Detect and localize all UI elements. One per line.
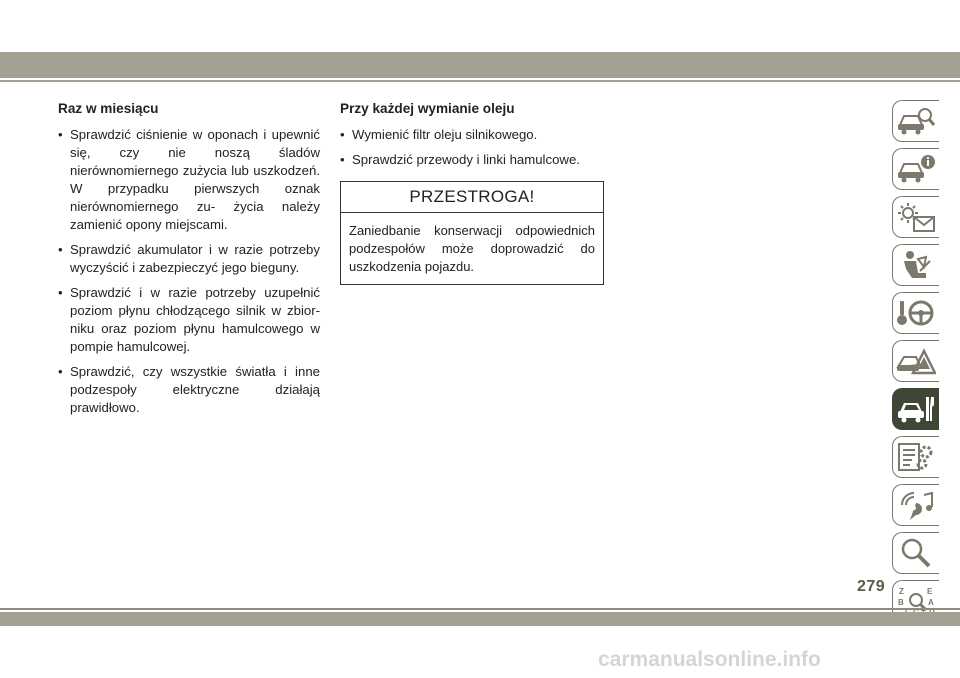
caution-text: Zaniedbanie konserwacji odpowiednich podzespołów może doprowadzić do uszkodzenia pojazdu. bbox=[349, 223, 595, 274]
index-letter: E bbox=[927, 587, 933, 596]
tab-starting-driving[interactable] bbox=[892, 292, 939, 334]
left-column bbox=[58, 100, 320, 424]
magnifier-icon bbox=[896, 537, 936, 569]
music-navigation-icon bbox=[896, 489, 936, 521]
page-number: 279 bbox=[857, 578, 886, 595]
section-heading-monthly: Raz w miesiącu bbox=[58, 101, 159, 116]
top-band bbox=[0, 52, 960, 78]
tab-car-info[interactable] bbox=[892, 148, 939, 190]
tab-car-search[interactable] bbox=[892, 100, 939, 142]
car-info-icon bbox=[896, 153, 936, 185]
key-steering-wheel-icon bbox=[896, 297, 936, 329]
tab-search[interactable] bbox=[892, 532, 939, 574]
tab-airbag-seat[interactable] bbox=[892, 244, 939, 286]
list-item: • Wymienić filtr oleju silnikowego. bbox=[340, 126, 605, 144]
list-item: • Sprawdzić i w razie potrzeby uzupełnić poziom płynu chłodzącego silnik w zbior- niku oraz poziom płynu hamulcowego w pompie hamulcowej. bbox=[58, 284, 320, 356]
caution-title: PRZESTROGA! bbox=[341, 182, 603, 213]
index-letter: B bbox=[898, 598, 904, 607]
car-search-icon bbox=[896, 105, 936, 137]
warning-light-message-icon bbox=[896, 201, 936, 233]
caution-box bbox=[340, 181, 604, 285]
specs-gear-icon bbox=[896, 441, 936, 473]
car-wrench-icon bbox=[896, 393, 936, 425]
list-item: • Sprawdzić przewody i linki hamulcowe. bbox=[340, 151, 605, 169]
oil-change-checklist bbox=[340, 126, 605, 169]
chapter-tabs bbox=[892, 100, 940, 628]
index-letter: Z bbox=[899, 587, 904, 596]
monthly-checklist bbox=[58, 126, 320, 417]
tab-emergency[interactable] bbox=[892, 340, 939, 382]
section-heading-oil-change: Przy każdej wymianie oleju bbox=[340, 101, 515, 116]
index-letter: A bbox=[928, 598, 934, 607]
car-hazard-icon bbox=[896, 345, 936, 377]
watermark: carmanualsonline.info bbox=[598, 648, 821, 671]
list-item: • Sprawdzić akumulator i w razie potrzeby wyczyścić i zabezpieczyć jego bieguny. bbox=[58, 241, 320, 277]
tab-multimedia[interactable] bbox=[892, 484, 939, 526]
list-item: • Sprawdzić, czy wszystkie światła i inne podzespoły elektryczne działają prawidłowo. bbox=[58, 363, 320, 417]
tab-warning-lights[interactable] bbox=[892, 196, 939, 238]
list-item: • Sprawdzić ciśnienie w oponach i upewnić się, czy nie noszą śladów nierównomiernego zużycia lub uszkodzeń. W przypadku pierwszych oznak nierównomiernego zu- życia należy zamienić opony miejscami. bbox=[58, 126, 320, 234]
airbag-seat-icon bbox=[896, 249, 936, 281]
bottom-band bbox=[0, 612, 960, 626]
middle-column bbox=[340, 100, 605, 285]
tab-technical-specs[interactable] bbox=[892, 436, 939, 478]
tab-servicing-maintenance[interactable] bbox=[892, 388, 939, 430]
